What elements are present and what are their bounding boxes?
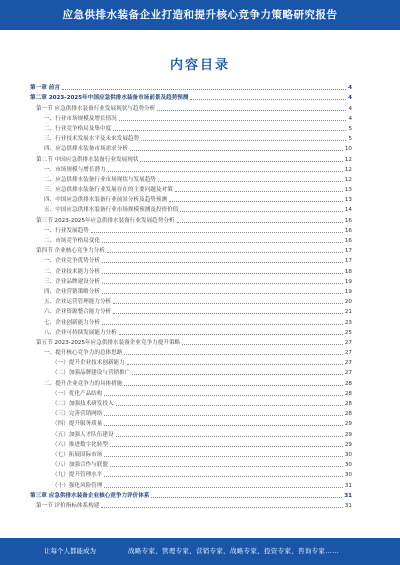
toc-entry-title: 第四节 企业核心竞争力分析 bbox=[36, 248, 105, 255]
toc-entry-page: 4 bbox=[348, 95, 352, 102]
toc-entry[interactable] bbox=[30, 286, 352, 296]
toc-entry[interactable] bbox=[30, 164, 352, 174]
toc-entry-page: 13 bbox=[344, 197, 352, 204]
toc-leader-dots bbox=[175, 191, 343, 192]
toc-entry-title: 二、应急供排水装备行业市场现状与发展趋势 bbox=[44, 176, 156, 183]
toc-leader-dots bbox=[140, 161, 342, 162]
toc-entry[interactable] bbox=[30, 143, 352, 153]
toc-leader-dots bbox=[102, 262, 343, 263]
toc-entry[interactable] bbox=[30, 153, 352, 163]
toc-entry[interactable] bbox=[30, 184, 352, 194]
toc-entry-page: 31 bbox=[344, 492, 352, 499]
toc-entry-page: 30 bbox=[344, 472, 352, 479]
toc-entry[interactable] bbox=[30, 123, 352, 133]
toc-entry[interactable] bbox=[30, 490, 352, 500]
toc-entry-page: 19 bbox=[344, 288, 352, 295]
toc-entry[interactable] bbox=[30, 174, 352, 184]
toc-leader-dots bbox=[104, 487, 343, 488]
toc-entry-page: 27 bbox=[344, 339, 352, 346]
toc-entry-title: （四）提升服务质量 bbox=[52, 421, 103, 428]
toc-entry[interactable] bbox=[30, 327, 352, 337]
toc-entry-title: （八）加强合作与联盟 bbox=[52, 462, 108, 469]
toc-entry-page: 31 bbox=[344, 502, 352, 509]
toc-entry-page: 17 bbox=[344, 248, 352, 255]
toc-entry[interactable] bbox=[30, 388, 352, 398]
toc-entry-title: （六）推进数字化转型 bbox=[52, 441, 108, 448]
toc-leader-dots bbox=[113, 130, 346, 131]
toc-heading: 内容目录 bbox=[169, 58, 230, 73]
toc-entry[interactable] bbox=[30, 306, 352, 316]
toc-leader-dots bbox=[102, 242, 343, 243]
toc-entry-title: （九）提升管理水平 bbox=[52, 472, 103, 479]
toc-leader-dots bbox=[158, 181, 343, 182]
toc-entry[interactable] bbox=[30, 428, 352, 438]
toc-entry-page: 14 bbox=[344, 207, 352, 214]
toc-entry-page: 20 bbox=[344, 299, 352, 306]
toc-entry[interactable] bbox=[30, 357, 352, 367]
toc-leader-dots bbox=[124, 385, 343, 386]
toc-leader-dots bbox=[91, 232, 343, 233]
toc-leader-dots bbox=[101, 507, 343, 508]
toc-entry[interactable] bbox=[30, 194, 352, 204]
toc-entry-page: 19 bbox=[344, 278, 352, 285]
toc-entry[interactable] bbox=[30, 204, 352, 214]
toc-leader-dots bbox=[110, 466, 343, 467]
toc-entry-page: 21 bbox=[344, 309, 352, 316]
toc-entry-page: 29 bbox=[344, 431, 352, 438]
toc-entry-title: 六、企业资源整合能力分析 bbox=[44, 309, 112, 316]
toc-entry-title: 一、市场规模与增长潜力 bbox=[44, 166, 106, 173]
toc-leader-dots bbox=[104, 415, 343, 416]
toc-entry-page: 5 bbox=[348, 125, 352, 132]
toc-entry-page: 25 bbox=[344, 329, 352, 336]
toc-entry[interactable] bbox=[30, 398, 352, 408]
toc-entry-title: （一）提升企业技术创新能力 bbox=[52, 360, 125, 367]
toc-entry-title: 四、企业营销策略分析 bbox=[44, 288, 100, 295]
toc-entry[interactable] bbox=[30, 82, 352, 92]
toc-entry-page: 28 bbox=[344, 411, 352, 418]
toc-entry[interactable] bbox=[30, 500, 352, 510]
toc-entry-page: 18 bbox=[344, 268, 352, 275]
toc-entry-page: 12 bbox=[344, 156, 352, 163]
toc-leader-dots bbox=[182, 344, 343, 345]
toc-entry-page: 27 bbox=[344, 370, 352, 377]
toc-leader-dots bbox=[104, 456, 343, 457]
toc-leader-dots bbox=[157, 110, 346, 111]
toc-entry-title: 一、提升核心竞争力的总体思路 bbox=[44, 350, 123, 357]
toc-entry[interactable] bbox=[30, 408, 352, 418]
toc-entry-title: （一）优化产品结构 bbox=[52, 390, 103, 397]
toc-entry-title: 第二章 2023-2025年中国应急供排水装备市场前景及趋势预测 bbox=[30, 95, 189, 102]
toc-leader-dots bbox=[124, 354, 343, 355]
toc-entry-page: 29 bbox=[344, 421, 352, 428]
footer-slogan: 让每个人都能成为 bbox=[44, 547, 96, 555]
toc-entry[interactable] bbox=[30, 296, 352, 306]
toc-entry[interactable] bbox=[30, 377, 352, 387]
toc-entry-page: 4 bbox=[348, 115, 352, 122]
toc-entry-title: 二、提升企业竞争力的具体措施 bbox=[44, 380, 123, 387]
toc-entry[interactable] bbox=[30, 245, 352, 255]
toc-leader-dots bbox=[62, 89, 346, 90]
toc-leader-dots bbox=[102, 324, 343, 325]
toc-entry-title: 二、企业技术能力分析 bbox=[44, 268, 100, 275]
toc-entry-page: 23 bbox=[344, 319, 352, 326]
toc-leader-dots bbox=[104, 425, 343, 426]
toc-leader-dots bbox=[130, 150, 343, 151]
toc-entry-title: （二）加强品牌建设与营销推广 bbox=[52, 370, 131, 377]
report-header-banner bbox=[0, 0, 400, 30]
toc-entry-page: 27 bbox=[344, 350, 352, 357]
toc-entry[interactable] bbox=[30, 276, 352, 286]
toc-entry-page: 30 bbox=[344, 462, 352, 469]
toc-entry[interactable] bbox=[30, 214, 352, 224]
toc-entry-title: 五、企业运营管理能力分析 bbox=[44, 299, 112, 306]
toc-entry-page: 17 bbox=[344, 258, 352, 265]
toc-entry[interactable] bbox=[30, 92, 352, 102]
toc-entry[interactable] bbox=[30, 347, 352, 357]
toc-leader-dots bbox=[127, 364, 343, 365]
toc-entry[interactable] bbox=[30, 265, 352, 275]
toc-entry-title: 第五节 2023-2025年应急供排水装备企业竞争力提升策略 bbox=[36, 339, 181, 346]
toc-leader-dots bbox=[113, 303, 343, 304]
toc-leader-dots bbox=[141, 140, 346, 141]
toc-entry-page: 28 bbox=[344, 390, 352, 397]
toc-leader-dots bbox=[190, 99, 346, 100]
toc-leader-dots bbox=[108, 171, 343, 172]
toc-entry-title: 三、应急供排水装备行业发展存在的主要问题及对策 bbox=[44, 187, 173, 194]
toc-entry-page: 4 bbox=[348, 105, 352, 112]
toc-entry-page: 4 bbox=[348, 85, 352, 92]
toc-entry[interactable] bbox=[30, 469, 352, 479]
toc-leader-dots bbox=[116, 436, 343, 437]
toc-entry-page: 30 bbox=[344, 451, 352, 458]
toc-entry-title: 第一节 评价指标体系构建 bbox=[36, 502, 100, 509]
footer-expert-list: 战略专家、管理专家、营销专家、战略专家、投资专家、咨询专家…… bbox=[128, 547, 339, 555]
toc-leader-dots bbox=[102, 283, 343, 284]
toc-leader-dots bbox=[107, 252, 343, 253]
report-title: 应急供排水装备企业打造和提升核心竞争力策略研究报告 bbox=[62, 9, 338, 21]
toc-entry[interactable] bbox=[30, 367, 352, 377]
toc-entry-page: 31 bbox=[344, 482, 352, 489]
toc-entry-page: 27 bbox=[344, 360, 352, 367]
toc-entry-title: （二）加强技术研发投入 bbox=[52, 401, 114, 407]
toc-entry-title: 一、行业发展趋势 bbox=[44, 227, 89, 234]
toc-entry[interactable] bbox=[30, 459, 352, 469]
toc-entry-title: 第一章 前言 bbox=[30, 85, 60, 92]
toc-entry-title: 二、市场竞争格局变化 bbox=[44, 238, 100, 244]
toc-leader-dots bbox=[102, 293, 343, 294]
toc-leader-dots bbox=[151, 497, 342, 498]
toc-entry[interactable] bbox=[30, 133, 352, 143]
toc-entry-title: （五）加强人才队伍建设 bbox=[52, 431, 114, 438]
toc-leader-dots bbox=[102, 273, 343, 274]
toc-entry-page: 10 bbox=[344, 146, 352, 153]
toc-entry-title: 二、行业竞争格局及集中度 bbox=[44, 125, 112, 132]
toc-entry-title: 第三节 2023-2025年应急供排水装备行业发展趋势分析 bbox=[36, 217, 175, 224]
toc-entry-title: 七、企业创新能力分析 bbox=[44, 319, 100, 326]
toc-entry-title: 三、企业品牌建设分析 bbox=[44, 278, 100, 285]
toc-entry-title: 三、行业技术发展水平及未来发展趋势 bbox=[44, 136, 140, 143]
toc-entry-title: 一、企业竞争优势分析 bbox=[44, 258, 100, 265]
toc-entry-page: 29 bbox=[344, 441, 352, 448]
toc-leader-dots bbox=[180, 211, 343, 212]
toc-entry-title: （七）拓展国际市场 bbox=[52, 451, 103, 458]
toc-entry[interactable] bbox=[30, 439, 352, 449]
toc-entry[interactable] bbox=[30, 113, 352, 123]
toc-entry-page: 12 bbox=[344, 176, 352, 183]
toc-entry-title: （三）完善营销网络 bbox=[52, 411, 103, 418]
toc-entry[interactable] bbox=[30, 102, 352, 112]
toc-entry[interactable] bbox=[30, 316, 352, 326]
toc-entry-title: 一、行业市场规模及增长情况 bbox=[44, 115, 117, 122]
toc-entry-page: 5 bbox=[348, 136, 352, 143]
toc-leader-dots bbox=[104, 476, 343, 477]
toc-entry[interactable] bbox=[30, 225, 352, 235]
toc-leader-dots bbox=[177, 222, 343, 223]
toc-entry-page: 16 bbox=[344, 227, 352, 234]
toc-entry-title: 四、中国应急供排水装备行业前景分析及趋势预测 bbox=[44, 197, 168, 204]
footer-banner bbox=[0, 538, 400, 565]
toc-entry[interactable] bbox=[30, 255, 352, 265]
toc-leader-dots bbox=[169, 201, 343, 202]
toc-entry[interactable] bbox=[30, 337, 352, 347]
toc-entry[interactable] bbox=[30, 418, 352, 428]
toc-entry-title: 四、应急供排水装备市场需求分析 bbox=[44, 146, 128, 153]
toc-leader-dots bbox=[119, 120, 347, 121]
toc-leader-dots bbox=[113, 313, 343, 314]
toc-entry-title: 八、企业可持续发展能力分析 bbox=[44, 329, 117, 336]
toc-entry-title: 第一节 应急供排水装备行业发展现状与趋势分析 bbox=[36, 105, 156, 112]
toc-entry-page: 16 bbox=[344, 238, 352, 244]
toc-leader-dots bbox=[132, 374, 343, 375]
toc-leader-dots bbox=[110, 446, 343, 447]
toc-entry-page: 28 bbox=[344, 380, 352, 387]
toc-entry-page: 16 bbox=[344, 217, 352, 224]
toc-entry[interactable] bbox=[30, 479, 352, 489]
table-of-contents bbox=[30, 82, 352, 510]
toc-entry[interactable] bbox=[30, 235, 352, 245]
toc-leader-dots bbox=[104, 395, 343, 396]
toc-leader-dots bbox=[119, 334, 343, 335]
toc-entry-title: 第二节 中国应急供排水装备行业发展现状 bbox=[36, 156, 139, 163]
toc-entry-title: 五、中国应急供排水装备行业市场规模预测及投资价值 bbox=[44, 207, 179, 214]
toc-entry-title: （十）强化风险管理 bbox=[52, 482, 103, 489]
toc-entry-page: 28 bbox=[344, 401, 352, 407]
toc-leader-dots bbox=[116, 405, 343, 406]
toc-entry-page: 12 bbox=[344, 166, 352, 173]
toc-entry-page: 13 bbox=[344, 187, 352, 194]
toc-entry[interactable] bbox=[30, 449, 352, 459]
toc-entry-title: 第三章 应急供排水装备企业核心竞争力评价体系 bbox=[30, 492, 150, 499]
